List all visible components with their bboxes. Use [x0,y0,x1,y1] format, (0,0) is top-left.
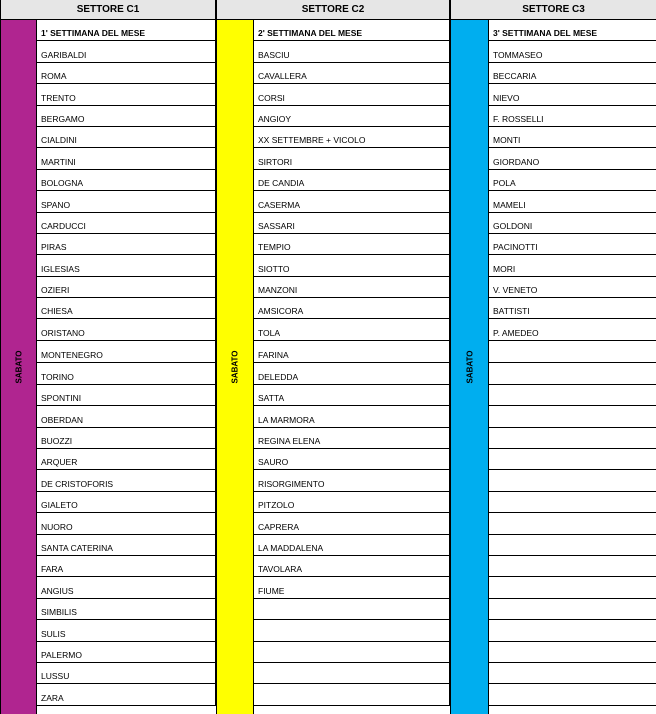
street-row: CASERMA [254,191,449,212]
street-row: LA MADDALENA [254,535,449,556]
street-row: SIRTORI [254,148,449,169]
street-row: SULIS [37,620,215,641]
street-row: ORISTANO [37,319,215,340]
street-row: BASCIU [254,41,449,62]
street-row [254,642,449,663]
street-row: NUORO [37,513,215,534]
street-row: SIMBILIS [37,599,215,620]
street-row: DELEDDA [254,363,449,384]
street-row: CAVALLERA [254,63,449,84]
street-row: BATTISTI [489,298,656,319]
street-row: FIUME [254,577,449,598]
street-row: MONTI [489,127,656,148]
sector-c2-header: SETTORE C2 [216,0,450,20]
sector-c2-day-band [216,20,254,714]
sector-c3-street-list [489,20,656,706]
street-row: SPONTINI [37,385,215,406]
street-row [254,684,449,705]
street-row: SATTA [254,385,449,406]
street-row: TEMPIO [254,234,449,255]
street-row [489,341,656,364]
street-row: TORINO [37,363,215,384]
street-row: BUOZZI [37,428,215,449]
street-row: SPANO [37,191,215,212]
street-row [489,492,656,513]
street-row: GARIBALDI [37,41,215,62]
street-row: POLA [489,170,656,191]
street-row: NIEVO [489,84,656,105]
street-row [489,428,656,449]
street-row: CIALDINI [37,127,215,148]
street-row: ROMA [37,63,215,84]
street-row: PACINOTTI [489,234,656,255]
street-row: SIOTTO [254,255,449,276]
sector-c1-header: SETTORE C1 [0,0,216,20]
street-row: TOMMASEO [489,41,656,62]
street-row: PITZOLO [254,492,449,513]
street-row [489,620,656,641]
week-heading: 1' SETTIMANA DEL MESE [37,20,215,41]
sector-c2-day-label: SABATO [230,350,240,384]
street-row [489,406,656,427]
street-row [489,449,656,470]
street-row [489,513,656,534]
street-row [489,599,656,620]
street-row: V. VENETO [489,277,656,298]
street-row: CHIESA [37,298,215,319]
street-row [489,663,656,684]
street-row: MONTENEGRO [37,341,215,364]
street-row: SASSARI [254,213,449,234]
street-row: REGINA ELENA [254,428,449,449]
street-row: MANZONI [254,277,449,298]
street-row [489,684,656,705]
street-row [489,385,656,406]
street-row: ZARA [37,684,215,705]
street-row: BERGAMO [37,106,215,127]
street-row: TRENTO [37,84,215,105]
street-row: RISORGIMENTO [254,470,449,491]
street-row: BOLOGNA [37,170,215,191]
sector-c1-street-list [37,20,216,706]
street-row: LUSSU [37,663,215,684]
street-row: PALERMO [37,642,215,663]
street-row: FARINA [254,341,449,364]
street-row: TAVOLARA [254,556,449,577]
street-row: BECCARIA [489,63,656,84]
street-row: ARQUER [37,449,215,470]
street-row: ANGIOY [254,106,449,127]
street-row: P. AMEDEO [489,319,656,340]
street-row [489,535,656,556]
street-row: F. ROSSELLI [489,106,656,127]
street-row [254,620,449,641]
street-row [489,470,656,491]
street-row: CAPRERA [254,513,449,534]
street-row: XX SETTEMBRE + VICOLO [254,127,449,148]
sector-c3-day-label: SABATO [465,350,474,384]
street-row: DE CANDIA [254,170,449,191]
street-row: GIORDANO [489,148,656,169]
street-row: OBERDAN [37,406,215,427]
sector-c1-day-band [0,20,37,714]
street-row: CARDUCCI [37,213,215,234]
street-row: AMSICORA [254,298,449,319]
sector-c1-day-label: SABATO [14,350,23,384]
street-row: CORSI [254,84,449,105]
street-row: PIRAS [37,234,215,255]
street-row: TOLA [254,319,449,340]
street-row: LA MARMORA [254,406,449,427]
street-row: MAMELI [489,191,656,212]
street-row: ANGIUS [37,577,215,598]
street-row: GIALETO [37,492,215,513]
street-row: SANTA CATERINA [37,535,215,556]
street-row: FARA [37,556,215,577]
week-heading: 2' SETTIMANA DEL MESE [254,20,449,41]
street-row [254,663,449,684]
sector-c3-day-band [450,20,489,714]
street-row: SAURO [254,449,449,470]
street-row: IGLESIAS [37,255,215,276]
street-row: OZIERI [37,277,215,298]
sector-c2-street-list [254,20,450,706]
street-row: GOLDONI [489,213,656,234]
street-row: DE CRISTOFORIS [37,470,215,491]
sector-c3-header: SETTORE C3 [450,0,656,20]
street-row: MARTINI [37,148,215,169]
street-row: MORI [489,255,656,276]
street-row [489,577,656,598]
street-row [489,556,656,577]
street-row [254,599,449,620]
street-row [489,642,656,663]
street-row [489,363,656,384]
week-heading: 3' SETTIMANA DEL MESE [489,20,656,41]
